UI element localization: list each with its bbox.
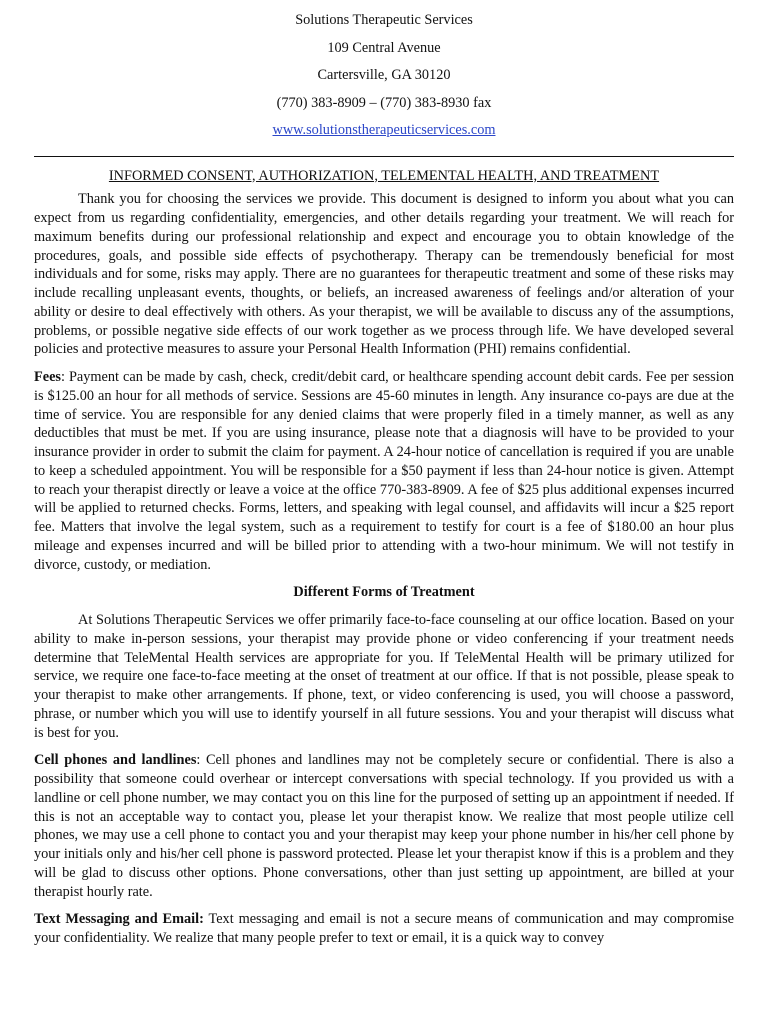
- fees-label: Fees: [34, 369, 61, 386]
- document-page: [34, 0, 734, 948]
- text-messaging-text: Text messaging and email is not a secure means of communication and may compromise your confidentiality. We realize that many people prefer to text or email, it is a quick way to convey: [34, 911, 734, 947]
- text-messaging-paragraph: [34, 910, 734, 948]
- document-title: INFORMED CONSENT, AUTHORIZATION, TELEMENTAL HEALTH, AND TREATMENT: [108, 167, 660, 184]
- phone-fax: (770) 383-8909 – (770) 383-8930 fax: [276, 94, 492, 111]
- fees-text: : Payment can be made by cash, check, credit/debit card, or healthcare spending account debit cards. Fee per session is $125.00 an hour for all methods of service. Sessions are 45-60 minutes in length. Any insurance co-pays are due at the time of service. You are responsible for any denied claims that were properly filed in a timely manner, as well as any deductibles that must be met. If you are using insurance, please note that a diagnosis will have to be provided to your insurance provider in order to submit the claim for payment. A 24-hour notice of cancellation is required if you are unable to keep a scheduled appointment. You will be responsible for a $50 payment if less than 24-hour notice is given. Attempt to reach your therapist directly or leave a voice at the office 770-383-8909. A fee of $25 plus additional expenses incurred will be applied to returned checks. Forms, letters, and speaking with legal counsel, and affidavits will incur a $25 report fee. Matters that involve the legal system, such as a requirement to testify for court is a fee of $180.00 an hour plus mileage and expenses incurred and will be billed prior to attending with a two-hour minimum. We will not testify in divorce, custody, or mediation.: [34, 369, 734, 573]
- header-divider: [34, 156, 734, 157]
- cell-phones-text: : Cell phones and landlines may not be completely secure or confidential. There is also a possibility that someone could overhear or intercept conversations with special technology. If you provided us with a landline or cell phone number, we may contact you on this line for the purposed of setting up an appointment if needed. If this is not an acceptable way to contact you, please let your therapist know. We realize that most people utilize cell phones, we may use a cell phone to contact you and your therapist may keep your phone number in his/her cell phone by your initials only and his/her cell phone is password protected. Please let your therapist know if this is a problem and they will be glad to discuss other options. Phone conversations, other than just setting up appointment, are billed at your therapist hourly rate.: [34, 752, 734, 900]
- cell-phones-label: Cell phones and landlines: [34, 752, 197, 769]
- cell-phones-paragraph: [34, 751, 734, 901]
- text-messaging-label: Text Messaging and Email:: [34, 911, 204, 928]
- forms-of-treatment-heading: Different Forms of Treatment: [293, 584, 475, 601]
- letterhead: [34, 0, 734, 145]
- fees-paragraph: [34, 368, 734, 574]
- org-name: Solutions Therapeutic Services: [295, 12, 473, 28]
- intro-paragraph: Thank you for choosing the services we provide. This document is designed to inform you about what you can expect from us regarding confidentiality, emergencies, and other details regarding your treatment. We will reach for maximum benefits during our professional relationship and expect and encourage you to obtain knowledge of the procedures, goals, and possible side effects of psychotherapy. Therapy can be tremendously beneficial for most individuals and for some, risks may apply. There are no guarantees for therapeutic treatment and some of these risks may include recalling unpleasant events, thoughts, or beliefs, an increased awareness of feelings and/or alteration of your ability or desire to deal effectively with others. As your therapist, we will be available to discuss any of the assumptions, problems, or possible negative side effects of our work together as we process through life. We have developed several policies and protective measures to assure your Personal Health Information (PHI) remains confidential.: [34, 191, 734, 358]
- address-line-2: Cartersville, GA 30120: [317, 67, 451, 83]
- forms-of-treatment-paragraph: At Solutions Therapeutic Services we offer primarily face-to-face counseling at our office location. Based on your ability to make in-person sessions, your therapist may provide phone or video conferencing if your treatment needs determine that TeleMental Health services are appropriate for you. If TeleMental Health will be primary utilized for service, we require one face-to-face meeting at the onset of treatment at our office. If that is not possible, please speak to your therapist to make other arrangements. If phone, text, or video conferencing is used, you will choose a password, phrase, or number which you will use to identify yourself in all future sessions. You and your therapist will discuss what is best for you.: [34, 612, 734, 741]
- address-line-1: 109 Central Avenue: [327, 39, 441, 56]
- website-link[interactable]: www.solutionstherapeuticservices.com: [272, 122, 496, 138]
